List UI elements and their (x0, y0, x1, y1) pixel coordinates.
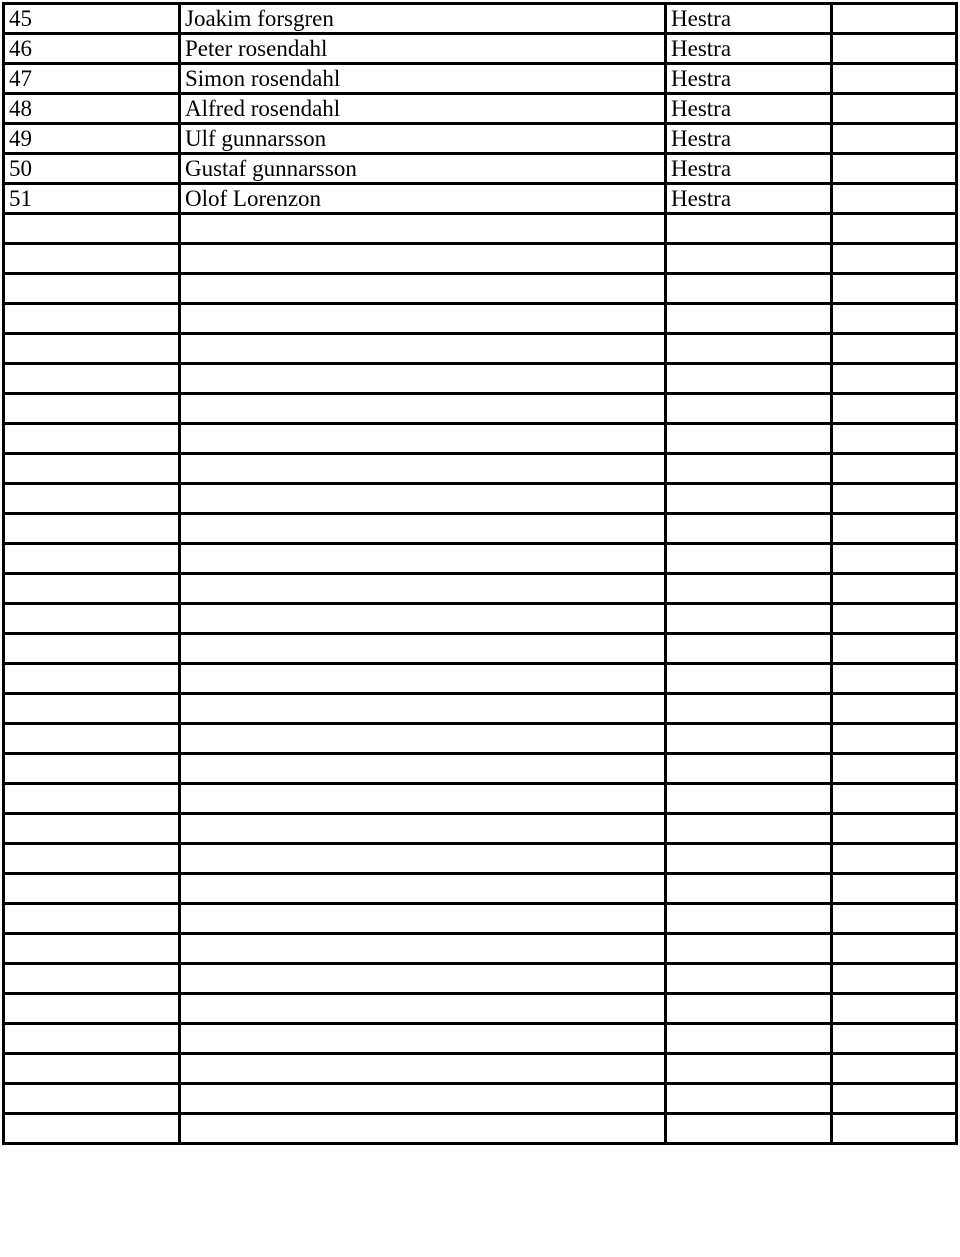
empty-cell (4, 904, 180, 934)
empty-cell (666, 514, 832, 544)
empty-cell (180, 544, 666, 574)
empty-cell (666, 484, 832, 514)
empty-cell (180, 994, 666, 1024)
empty-cell (666, 454, 832, 484)
empty-cell (666, 1024, 832, 1054)
empty-cell (4, 1054, 180, 1084)
empty-cell (666, 244, 832, 274)
extra-cell (832, 34, 957, 64)
empty-cell (832, 784, 957, 814)
empty-cell (180, 814, 666, 844)
empty-cell (180, 484, 666, 514)
empty-cell (4, 634, 180, 664)
empty-table-row (4, 424, 957, 454)
number-cell: 46 (4, 34, 180, 64)
empty-cell (832, 484, 957, 514)
empty-cell (180, 574, 666, 604)
empty-cell (666, 1054, 832, 1084)
empty-cell (180, 844, 666, 874)
table-row (4, 124, 957, 154)
place-cell: Hestra (666, 4, 832, 34)
name-cell: Simon rosendahl (180, 64, 666, 94)
empty-cell (666, 874, 832, 904)
empty-cell (4, 844, 180, 874)
number-cell: 45 (4, 4, 180, 34)
empty-cell (666, 304, 832, 334)
empty-cell (832, 1084, 957, 1114)
empty-cell (666, 334, 832, 364)
empty-cell (666, 1084, 832, 1114)
empty-cell (832, 214, 957, 244)
empty-cell (666, 634, 832, 664)
empty-cell (4, 394, 180, 424)
empty-cell (180, 784, 666, 814)
empty-cell (832, 544, 957, 574)
empty-cell (180, 514, 666, 544)
empty-cell (832, 574, 957, 604)
table-row (4, 154, 957, 184)
empty-cell (4, 304, 180, 334)
empty-cell (4, 244, 180, 274)
place-cell: Hestra (666, 64, 832, 94)
empty-cell (832, 1024, 957, 1054)
empty-cell (4, 1024, 180, 1054)
empty-cell (4, 334, 180, 364)
name-cell: Olof Lorenzon (180, 184, 666, 214)
empty-cell (180, 394, 666, 424)
empty-cell (666, 364, 832, 394)
empty-cell (666, 754, 832, 784)
empty-cell (180, 334, 666, 364)
empty-cell (180, 364, 666, 394)
table-row (4, 64, 957, 94)
empty-cell (666, 814, 832, 844)
empty-cell (832, 994, 957, 1024)
empty-table-row (4, 484, 957, 514)
empty-cell (4, 514, 180, 544)
empty-cell (4, 214, 180, 244)
empty-cell (4, 814, 180, 844)
table-row (4, 34, 957, 64)
empty-cell (180, 1024, 666, 1054)
extra-cell (832, 154, 957, 184)
empty-cell (666, 964, 832, 994)
table-body (4, 4, 957, 1144)
empty-table-row (4, 274, 957, 304)
empty-cell (666, 214, 832, 244)
empty-table-row (4, 904, 957, 934)
empty-cell (180, 274, 666, 304)
table-row (4, 184, 957, 214)
empty-table-row (4, 364, 957, 394)
empty-table-row (4, 214, 957, 244)
empty-cell (180, 904, 666, 934)
empty-cell (832, 304, 957, 334)
empty-cell (4, 454, 180, 484)
empty-cell (832, 454, 957, 484)
empty-cell (666, 604, 832, 634)
empty-table-row (4, 694, 957, 724)
empty-table-row (4, 1054, 957, 1084)
place-cell: Hestra (666, 34, 832, 64)
table-row (4, 94, 957, 124)
extra-cell (832, 94, 957, 124)
empty-cell (180, 724, 666, 754)
number-cell: 48 (4, 94, 180, 124)
number-cell: 50 (4, 154, 180, 184)
empty-cell (4, 994, 180, 1024)
empty-cell (180, 304, 666, 334)
empty-table-row (4, 814, 957, 844)
empty-table-row (4, 874, 957, 904)
empty-cell (180, 424, 666, 454)
extra-cell (832, 64, 957, 94)
empty-cell (666, 424, 832, 454)
empty-cell (180, 964, 666, 994)
number-cell: 49 (4, 124, 180, 154)
empty-cell (666, 844, 832, 874)
empty-table-row (4, 1084, 957, 1114)
empty-table-row (4, 1114, 957, 1144)
empty-cell (832, 1054, 957, 1084)
empty-cell (4, 934, 180, 964)
number-cell: 51 (4, 184, 180, 214)
place-cell: Hestra (666, 124, 832, 154)
empty-cell (4, 664, 180, 694)
empty-table-row (4, 304, 957, 334)
name-cell: Peter rosendahl (180, 34, 666, 64)
empty-cell (4, 874, 180, 904)
empty-cell (832, 424, 957, 454)
name-cell: Joakim forsgren (180, 4, 666, 34)
empty-cell (666, 544, 832, 574)
empty-cell (180, 934, 666, 964)
extra-cell (832, 124, 957, 154)
table-row (4, 4, 957, 34)
empty-cell (180, 634, 666, 664)
empty-cell (832, 934, 957, 964)
empty-table-row (4, 514, 957, 544)
empty-table-row (4, 844, 957, 874)
empty-table-row (4, 244, 957, 274)
name-cell: Gustaf gunnarsson (180, 154, 666, 184)
empty-cell (832, 634, 957, 664)
empty-cell (832, 694, 957, 724)
empty-table-row (4, 664, 957, 694)
empty-cell (666, 934, 832, 964)
number-cell: 47 (4, 64, 180, 94)
empty-table-row (4, 634, 957, 664)
empty-cell (832, 394, 957, 424)
empty-cell (832, 274, 957, 304)
empty-cell (180, 1084, 666, 1114)
empty-cell (180, 604, 666, 634)
empty-cell (832, 664, 957, 694)
empty-cell (4, 724, 180, 754)
empty-cell (666, 274, 832, 304)
empty-cell (4, 1114, 180, 1144)
empty-table-row (4, 754, 957, 784)
empty-cell (666, 784, 832, 814)
empty-cell (4, 784, 180, 814)
empty-cell (666, 994, 832, 1024)
empty-cell (180, 874, 666, 904)
empty-cell (4, 964, 180, 994)
empty-cell (4, 754, 180, 784)
empty-table-row (4, 394, 957, 424)
empty-table-row (4, 784, 957, 814)
empty-cell (180, 754, 666, 784)
empty-cell (832, 1114, 957, 1144)
name-cell: Ulf gunnarsson (180, 124, 666, 154)
empty-cell (666, 694, 832, 724)
empty-cell (180, 454, 666, 484)
empty-cell (832, 904, 957, 934)
empty-cell (832, 814, 957, 844)
empty-cell (4, 1084, 180, 1114)
empty-cell (180, 214, 666, 244)
empty-table-row (4, 604, 957, 634)
empty-cell (832, 724, 957, 754)
empty-cell (4, 364, 180, 394)
empty-table-row (4, 454, 957, 484)
extra-cell (832, 184, 957, 214)
empty-cell (666, 724, 832, 754)
empty-table-row (4, 964, 957, 994)
empty-cell (832, 364, 957, 394)
empty-cell (180, 1114, 666, 1144)
empty-table-row (4, 994, 957, 1024)
empty-cell (180, 664, 666, 694)
empty-cell (832, 754, 957, 784)
empty-cell (4, 484, 180, 514)
empty-table-row (4, 724, 957, 754)
empty-cell (180, 694, 666, 724)
empty-cell (4, 694, 180, 724)
extra-cell (832, 4, 957, 34)
name-cell: Alfred rosendahl (180, 94, 666, 124)
place-cell: Hestra (666, 154, 832, 184)
empty-cell (832, 244, 957, 274)
empty-cell (4, 274, 180, 304)
empty-cell (666, 664, 832, 694)
empty-table-row (4, 574, 957, 604)
participant-table (2, 2, 958, 1145)
empty-table-row (4, 934, 957, 964)
empty-cell (180, 1054, 666, 1084)
empty-cell (832, 844, 957, 874)
empty-cell (180, 244, 666, 274)
place-cell: Hestra (666, 94, 832, 124)
empty-cell (832, 874, 957, 904)
place-cell: Hestra (666, 184, 832, 214)
empty-cell (4, 544, 180, 574)
empty-cell (4, 424, 180, 454)
empty-table-row (4, 1024, 957, 1054)
empty-table-row (4, 334, 957, 364)
empty-cell (4, 574, 180, 604)
empty-cell (4, 604, 180, 634)
empty-cell (832, 964, 957, 994)
empty-cell (666, 1114, 832, 1144)
empty-cell (832, 604, 957, 634)
empty-table-row (4, 544, 957, 574)
empty-cell (832, 334, 957, 364)
empty-cell (666, 574, 832, 604)
empty-cell (832, 514, 957, 544)
empty-cell (666, 394, 832, 424)
empty-cell (666, 904, 832, 934)
